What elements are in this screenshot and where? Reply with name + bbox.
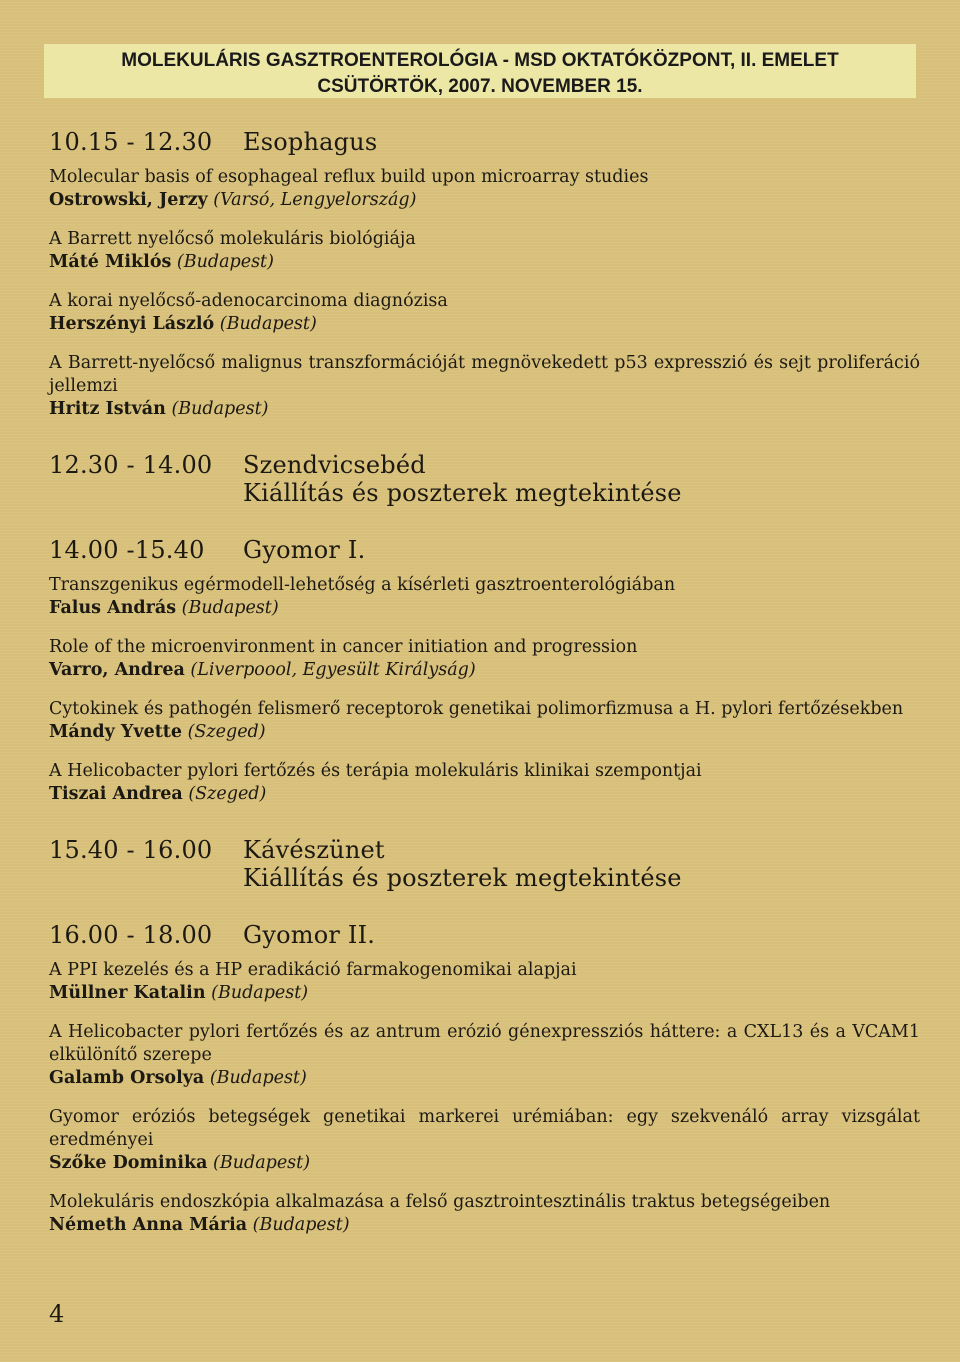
talk-item (49, 1021, 920, 1090)
talk-item (49, 228, 920, 274)
talk-title: Cytokinek és pathogén felismerő receptorok genetikai polimorfizmusa a H. pylori fertőzésekben (49, 699, 904, 719)
talk-item (49, 1106, 920, 1175)
talk-title: A korai nyelőcső-adenocarcinoma diagnózisa (49, 291, 448, 311)
talk-item (49, 290, 920, 336)
talk-speaker-line (49, 313, 920, 336)
speaker-location: (Budapest) (213, 1153, 311, 1173)
talk-title: Molecular basis of esophageal reflux build upon microarray studies (49, 167, 649, 187)
talk-item (49, 574, 920, 620)
talk-title: A Barrett-nyelőcső malignus transzformációját megnövekedett p53 expresszió és sejt proliferáció jellemzi (49, 353, 920, 396)
session-subtitle: Kiállítás és poszterek megtekintése (243, 479, 682, 507)
talk-item (49, 636, 920, 682)
speaker-name: Falus András (49, 598, 177, 618)
speaker-location: (Budapest) (211, 983, 309, 1003)
speaker-location: (Budapest) (176, 252, 274, 272)
session-title: Gyomor I. (243, 536, 366, 564)
session-title: Kávészünet (243, 836, 385, 864)
talk-title: Transzgenikus egérmodell-lehetőség a kísérleti gasztroenterológiában (49, 575, 676, 595)
talk-title: Role of the microenvironment in cancer initiation and progression (49, 637, 638, 657)
talk-title: Gyomor eróziós betegségek genetikai markerei urémiában: egy szekvenáló array vizsgálat eredményei (49, 1107, 920, 1150)
speaker-name: Müllner Katalin (49, 983, 206, 1003)
session-time: 12.30 - 14.00 (49, 451, 213, 479)
talk-title: A Helicobacter pylori fertőzés és terápia molekuláris klinikai szempontjai (49, 761, 702, 781)
talk-title: A PPI kezelés és a HP eradikáció farmakogenomikai alapjai (49, 960, 577, 980)
session-time: 16.00 - 18.00 (49, 921, 213, 949)
session-gyomor-2 (49, 921, 920, 949)
program-content (49, 128, 920, 1237)
speaker-location: (Liverpoool, Egyesült Királyság) (190, 660, 476, 680)
talk-speaker-line (49, 982, 920, 1005)
speaker-name: Németh Anna Mária (49, 1215, 248, 1235)
talk-item (49, 352, 920, 421)
talk-item (49, 698, 920, 744)
talk-item (49, 760, 920, 806)
session-title: Esophagus (243, 128, 378, 156)
talk-item (49, 166, 920, 212)
speaker-name: Galamb Orsolya (49, 1068, 205, 1088)
speaker-name: Ostrowski, Jerzy (49, 190, 208, 210)
talk-speaker-line (49, 659, 920, 682)
speaker-location: (Budapest) (181, 598, 279, 618)
session-time: 15.40 - 16.00 (49, 836, 213, 864)
speaker-location: (Budapest) (171, 399, 269, 419)
speaker-location: (Szeged) (188, 784, 267, 804)
speaker-location: (Varsó, Lengyelország) (213, 190, 417, 210)
speaker-name: Hritz István (49, 399, 166, 419)
session-title: Szendvicsebéd (243, 451, 426, 479)
speaker-name: Varro, Andrea (49, 660, 185, 680)
speaker-name: Mándy Yvette (49, 722, 183, 742)
speaker-location: (Budapest) (209, 1068, 307, 1088)
session-esophagus (49, 128, 920, 156)
speaker-name: Máté Miklós (49, 252, 172, 272)
talk-speaker-line (49, 783, 920, 806)
talk-speaker-line (49, 251, 920, 274)
talk-speaker-line (49, 189, 920, 212)
header-date: CSÜTÖRTÖK, 2007. NOVEMBER 15. (317, 76, 643, 97)
talk-speaker-line (49, 1067, 920, 1090)
session-title: Gyomor II. (243, 921, 376, 949)
session-lunch (49, 451, 920, 507)
session-subtitle: Kiállítás és poszterek megtekintése (243, 864, 682, 892)
talk-item (49, 959, 920, 1005)
talk-speaker-line (49, 597, 920, 620)
speaker-location: (Szeged) (187, 722, 266, 742)
talk-title: Molekuláris endoszkópia alkalmazása a felső gasztrointesztinális traktus betegségeiben (49, 1192, 831, 1212)
talk-speaker-line (49, 721, 920, 744)
page-header (44, 44, 916, 98)
talk-speaker-line (49, 1214, 920, 1237)
page-number: 4 (49, 1300, 65, 1328)
talk-title: A Helicobacter pylori fertőzés és az antrum erózió génexpressziós háttere: a CXL13 és a VCAM1 elkülönítő szerepe (49, 1022, 920, 1065)
session-time: 10.15 - 12.30 (49, 128, 213, 156)
talk-title: A Barrett nyelőcső molekuláris biológiája (49, 229, 416, 249)
talk-speaker-line (49, 398, 920, 421)
session-gyomor-1 (49, 536, 920, 564)
header-venue: MOLEKULÁRIS GASZTROENTEROLÓGIA - MSD OKTATÓKÖZPONT, II. EMELET (121, 50, 839, 71)
talk-speaker-line (49, 1152, 920, 1175)
speaker-name: Herszényi László (49, 314, 215, 334)
talk-item (49, 1191, 920, 1237)
speaker-name: Szőke Dominika (49, 1153, 208, 1173)
speaker-location: (Budapest) (252, 1215, 350, 1235)
session-coffee-break (49, 836, 920, 892)
speaker-name: Tiszai Andrea (49, 784, 183, 804)
speaker-location: (Budapest) (219, 314, 317, 334)
session-time: 14.00 -15.40 (49, 536, 205, 564)
